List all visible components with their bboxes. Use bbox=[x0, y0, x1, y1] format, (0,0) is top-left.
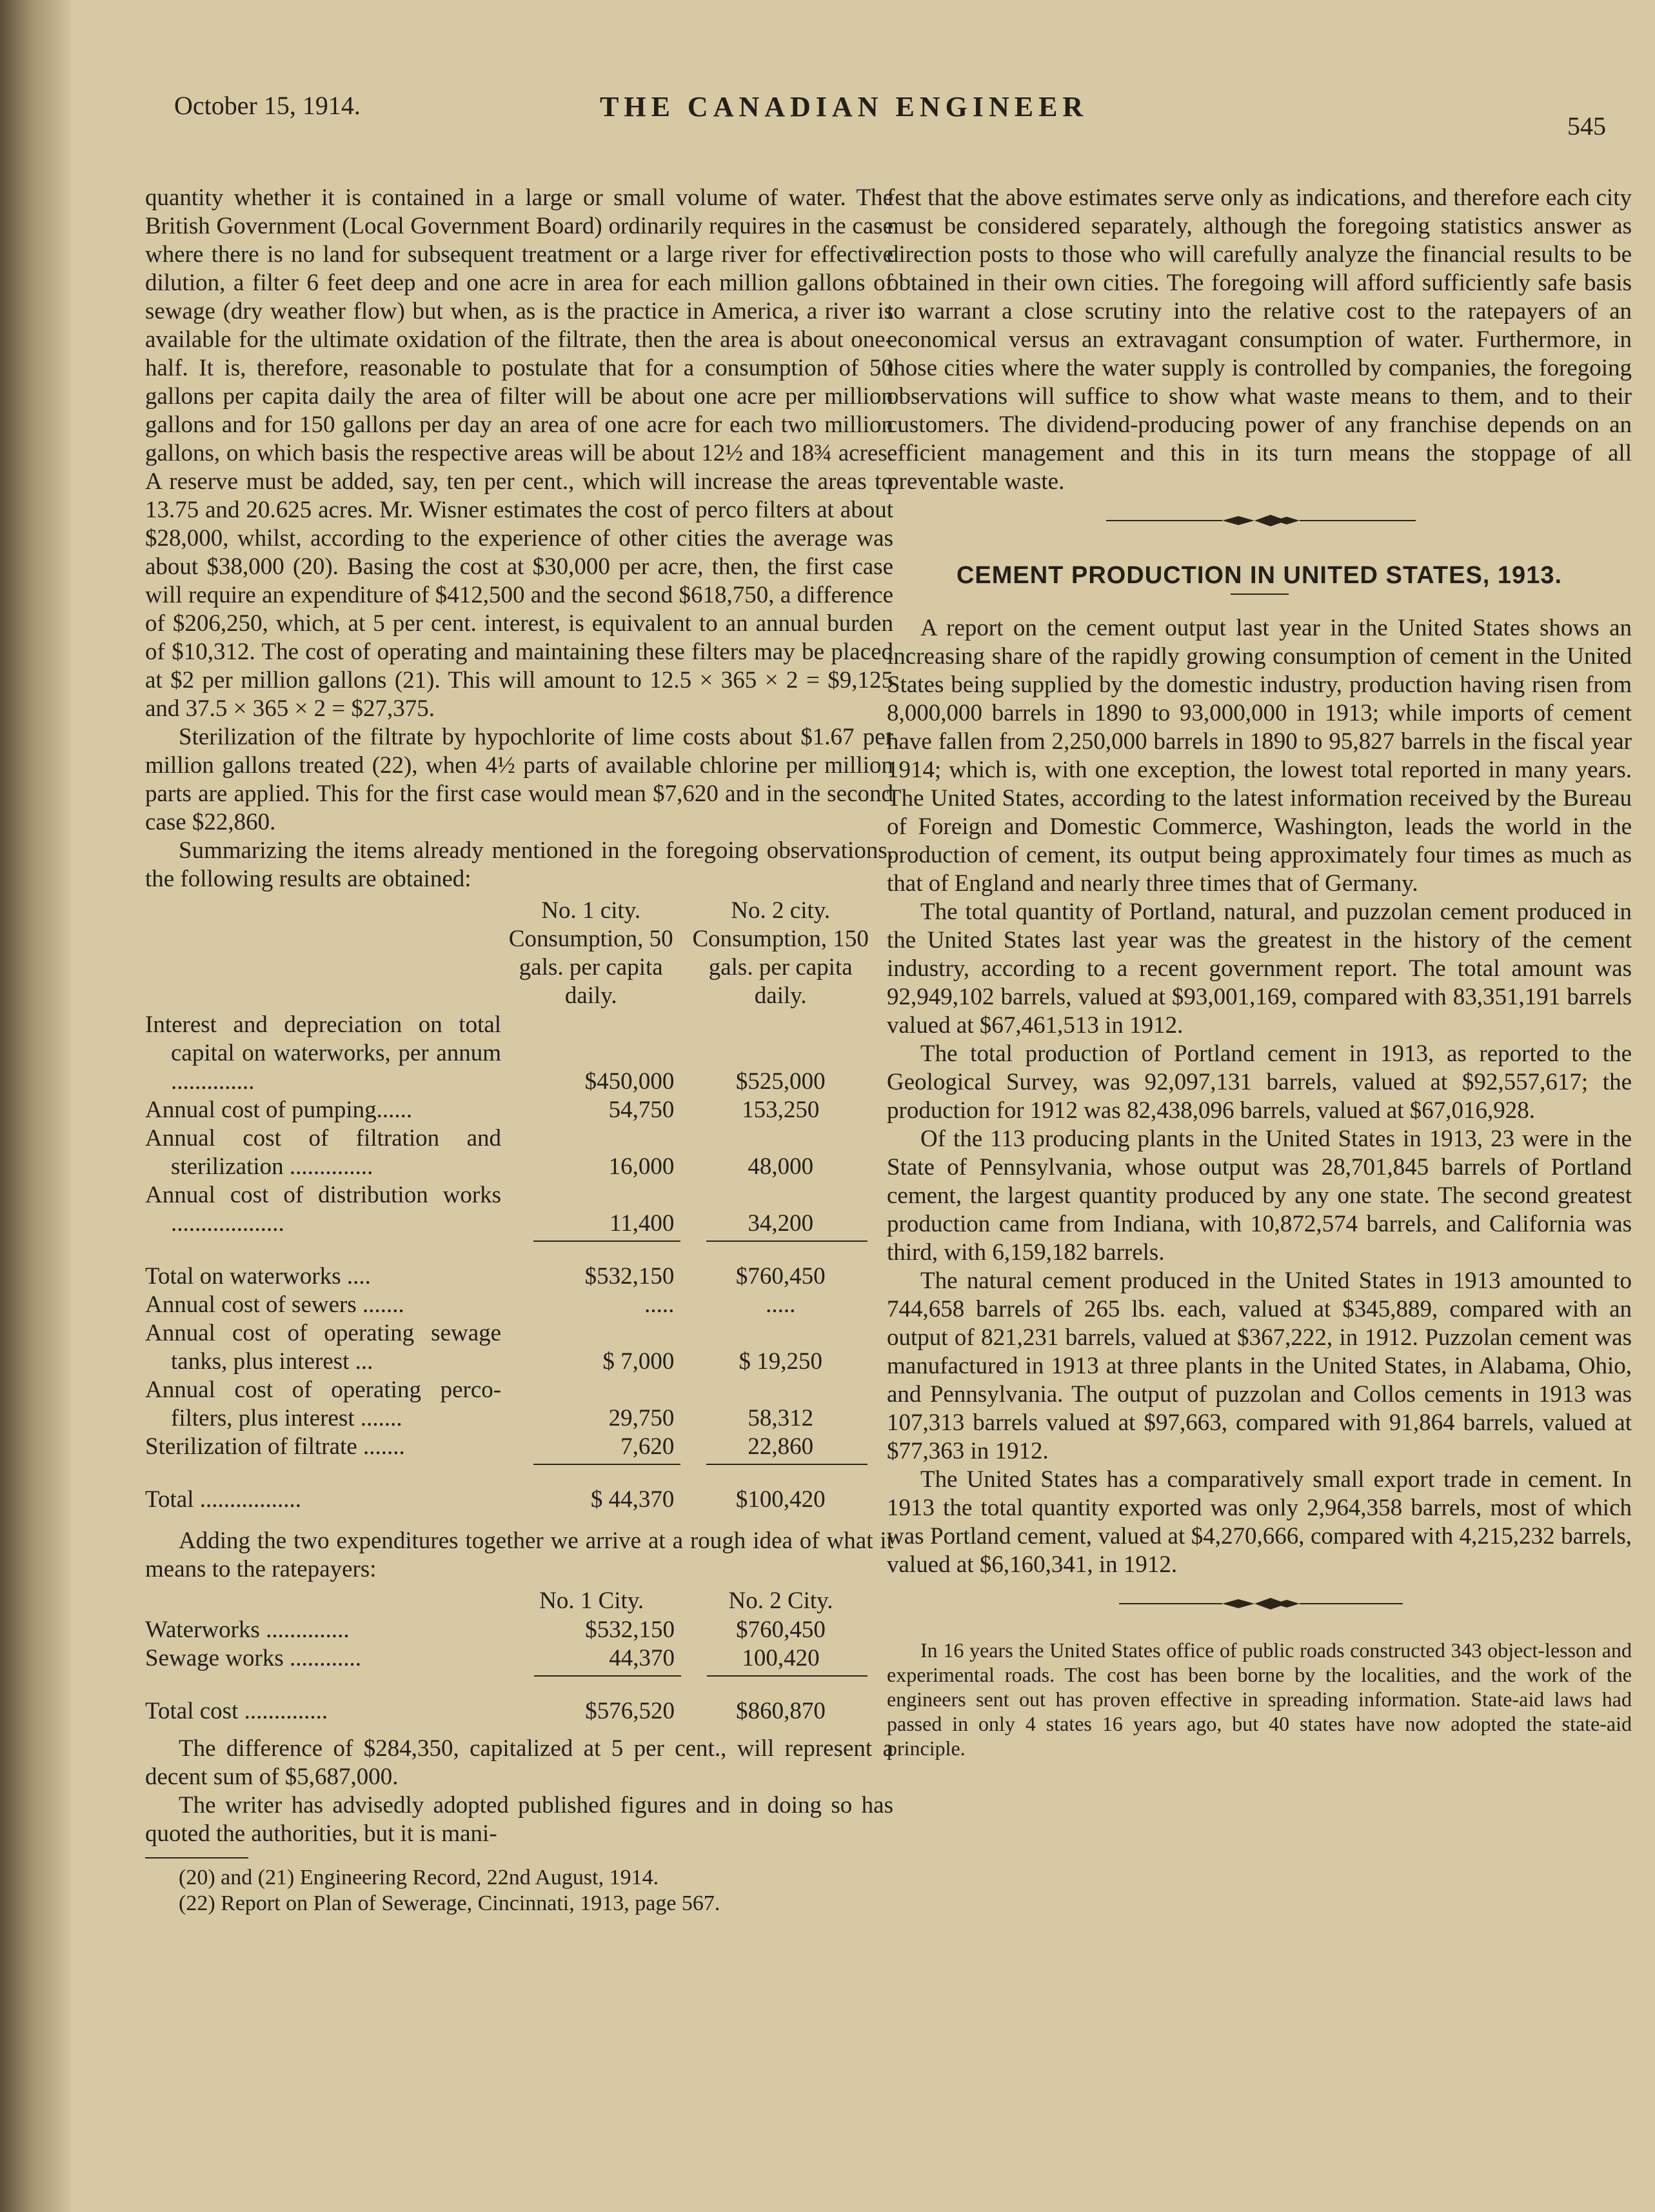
table-row bbox=[145, 1011, 880, 1096]
cell-value: $ 7,000 bbox=[602, 1348, 675, 1375]
paragraph: The United States has a comparatively small export trade in cement. In 1913 the total quantity exported was only 2,964,358 barrels, most of which was Portland cement, valued at $4,270,666, compared with 4,215,232 barrels, valued at $6,160,341, in 1912. bbox=[887, 1466, 1632, 1578]
col-header-city-1: No. 1 city. Consumption, 50 gals. per capita daily. bbox=[508, 897, 673, 1009]
table-row bbox=[145, 1096, 880, 1124]
col-header-city-2: No. 2 city. Consumption, 150 gals. per capita daily. bbox=[692, 897, 869, 1009]
page-number: 545 bbox=[1567, 112, 1606, 141]
rule-row bbox=[145, 1461, 880, 1468]
cell-value: 153,250 bbox=[742, 1097, 820, 1123]
row-label: Annual cost of sewers ....... bbox=[145, 1291, 404, 1318]
paragraph: quantity whether it is contained in a large or small volume of water. The British Government (Local Government Board) ordinarily requires in the case where there is no land for subsequent treatment or a large river for effective dilution, a filter 6 feet deep and one acre in area for each million gallons of sewage (dry weather flow) but when, as is the practice in America, a river is available for the ultimate oxidation of the filtrate, then the area is about one-half. It is, therefore, reasonable to postulate that for a consumption of 50 gallons per capita daily the area of filter will be about one acre per million gallons and for 150 gallons per day an area of one acre for each two million gallons, on which basis the respective areas will be about 12½ and 18¾ acres. A reserve must be added, say, ten per cent., which will increase the areas to 13.75 and 20.625 acres. Mr. Wisner estimates the cost of perco filters at about $28,000, whilst, according to the experience of other cities the average was about $38,000 (20). Basing the cost at $30,000 per acre, then, the first case will require an expenditure of $412,500 and the second $618,750, a difference of $206,250, which, at 5 per cent. interest, is equivalent to an annual burden of $10,312. The cost of operating and maintaining these filters may be placed at $2 per million gallons (21). This will amount to 12.5 × 365 × 2 = $9,125 and 37.5 × 365 × 2 = $27,375. bbox=[145, 184, 893, 722]
cell-value: 22,860 bbox=[748, 1433, 814, 1460]
table-header-row bbox=[145, 1586, 880, 1616]
cell-value: $760,450 bbox=[735, 1263, 826, 1290]
cell-value: $450,000 bbox=[584, 1068, 675, 1095]
paragraph: The writer has advisedly adopted published figures and in doing so has quoted the authorities, but it is mani- bbox=[145, 1792, 893, 1847]
table-row bbox=[145, 1376, 880, 1433]
journal-page bbox=[71, 0, 1655, 2212]
page-gutter-shadow bbox=[0, 0, 71, 2212]
paragraph: The total production of Portland cement in 1913, as reported to the Geological Survey, was 92,097,131 barrels, valued at $92,557,617; the production for 1912 was 82,438,096 barrels, valued at $67,016,928. bbox=[887, 1041, 1632, 1124]
paragraph: Of the 113 producing plants in the United States in 1913, 23 were in the State of Pennsylvania, whose output was 28,701,845 barrels of Portland cement, the largest quantity produced by any one state. The second greatest production came from Indiana, with 10,872,574 barrels, and California was third, with 6,159,182 barrels. bbox=[887, 1126, 1632, 1266]
issue-date: October 15, 1914. bbox=[174, 91, 361, 120]
cell-value: ..... bbox=[766, 1291, 796, 1318]
cell-value: 7,620 bbox=[620, 1433, 675, 1460]
running-head bbox=[174, 90, 1606, 142]
section-ornament bbox=[887, 1591, 1632, 1617]
rule-row bbox=[145, 1673, 880, 1679]
row-label: Waterworks .............. bbox=[145, 1617, 350, 1643]
row-label: Total ................. bbox=[145, 1486, 301, 1513]
footnote: (22) Report on Plan of Sewerage, Cincinnati, 1913, page 567. bbox=[179, 1891, 720, 1915]
paragraph: The difference of $284,350, capitalized at 5 per cent., will represent a decent sum of $5,687,000. bbox=[145, 1735, 893, 1790]
paragraph: The natural cement produced in the United States in 1913 amounted to 744,658 barrels of 265 lbs. each, valued at $345,889, compared with an output of 821,231 barrels, valued at $367,222, in 1912. Puzzolan cement was manufactured in 1913 at three plants in the United States, in Alabama, Ohio, and Pennsylvania. The output of puzzolan and Collos cements in 1913 was 107,313 barrels valued at $97,663, compared with 91,864 barrels, valued at $77,363 in 1912. bbox=[887, 1268, 1632, 1464]
left-column bbox=[145, 184, 893, 1917]
cell-value: $860,870 bbox=[736, 1698, 826, 1724]
total-row bbox=[145, 1679, 880, 1726]
right-column bbox=[887, 184, 1632, 1760]
paragraph: Sterilization of the filtrate by hypochlorite of lime costs about $1.67 per million gallons treated (22), when 4½ parts of available chlorine per million parts are applied. This for the first case would mean $7,620 and in the second case $22,860. bbox=[145, 724, 893, 835]
subtotal-row bbox=[145, 1244, 880, 1291]
cell-value: $525,000 bbox=[735, 1068, 826, 1095]
paragraph: fest that the above estimates serve only as indications, and therefore each city must be considered separately, although the foregoing statistics answer as direction posts to those who will carefully analyze the financial results to be obtained in their own cities. The foregoing will afford sufficiently safe basis to warrant a close scrutiny into the relative cost to the ratepayers of an economical versus an extravagant consumption of water. Furthermore, in those cities where the water supply is controlled by companies, the foregoing observations will suffice to show what waste means to them, and to their customers. The dividend-producing power of any franchise depends on an efficient management and this in its turn means the stoppage of all preventable waste. bbox=[887, 184, 1632, 495]
row-label: Annual cost of operating perco-filters, plus interest ....... bbox=[145, 1377, 502, 1431]
footnote-rule bbox=[145, 1857, 248, 1858]
row-label: Sewage works ............ bbox=[145, 1645, 362, 1671]
cell-value: $576,520 bbox=[585, 1698, 675, 1724]
sum-rule bbox=[533, 1464, 680, 1465]
cell-value: 54,750 bbox=[608, 1097, 675, 1123]
table-header-row bbox=[145, 896, 880, 1011]
journal-title: THE CANADIAN ENGINEER bbox=[600, 91, 1089, 123]
table-row bbox=[145, 1433, 880, 1461]
row-label: Total cost .............. bbox=[145, 1698, 328, 1724]
row-label: Interest and depreciation on total capital on waterworks, per annum .............. bbox=[145, 1011, 502, 1095]
cell-value: 11,400 bbox=[609, 1210, 675, 1237]
section-title: CEMENT PRODUCTION IN UNITED STATES, 1913. bbox=[956, 562, 1563, 589]
roads-note: In 16 years the United States office of public roads constructed 343 object-lesson and experimental roads. The cost has been borne by the localities, and the work of the engineers sent out has proven effective in spreading information. State-aid laws had passed in only 4 states 16 years ago, but 40 states have now adopted the state-aid principle. bbox=[887, 1639, 1632, 1760]
cell-value: 48,000 bbox=[748, 1153, 814, 1180]
cost-summary-table bbox=[145, 896, 880, 1514]
table-row bbox=[145, 1124, 880, 1181]
cell-value: $760,450 bbox=[736, 1617, 826, 1643]
row-label: Annual cost of filtration and sterilization .............. bbox=[145, 1125, 502, 1180]
paragraph: Summarizing the items already mentioned in the foregoing observations, the following results are obtained: bbox=[145, 837, 893, 892]
row-label: Annual cost of distribution works ................... bbox=[145, 1182, 502, 1237]
row-label: Total on waterworks .... bbox=[145, 1263, 371, 1290]
row-label: Sterilization of filtrate ....... bbox=[145, 1433, 405, 1460]
cell-value: 29,750 bbox=[608, 1405, 675, 1431]
paragraph: A report on the cement output last year in the United States shows an increasing share of the rapidly growing consumption of cement in the United States being supplied by the domestic industry, production having risen from 8,000,000 barrels in 1890 to 93,000,000 in 1913; while imports of cement have fallen from 2,250,000 barrels in 1890 to 95,827 barrels in the fiscal year 1914; which is, with one exception, the lowest total reported in many years. The United States, according to the latest information received by the Bureau of Foreign and Domestic Commerce, Washington, leads the world in the production of cement, its output being approximately four times as much as that of England and nearly three times that of Germany. bbox=[887, 615, 1632, 897]
total-cost-table bbox=[145, 1586, 880, 1726]
rule-row bbox=[145, 1238, 880, 1244]
title-rule bbox=[1231, 593, 1289, 595]
paragraph: The total quantity of Portland, natural, and puzzolan cement produced in the United States last year was the greatest in the history of the cement industry, according to a recent government report. The total amount was 92,949,102 barrels, valued at $93,001,169, compared with 83,351,191 barrels valued at $67,461,513 in 1912. bbox=[887, 899, 1632, 1039]
cell-value: 100,420 bbox=[742, 1645, 820, 1671]
cell-value: 44,370 bbox=[609, 1645, 675, 1671]
sum-rule bbox=[533, 1241, 680, 1242]
footnote: (20) and (21) Engineering Record, 22nd August, 1914. bbox=[179, 1866, 659, 1889]
cell-value: $ 19,250 bbox=[738, 1348, 822, 1375]
table-row bbox=[145, 1644, 880, 1673]
col-header-city-2: No. 2 City. bbox=[728, 1588, 833, 1614]
sum-rule bbox=[706, 1241, 867, 1242]
row-label: Annual cost of pumping...... bbox=[145, 1097, 413, 1123]
cell-value: ..... bbox=[644, 1291, 675, 1318]
table-row bbox=[145, 1181, 880, 1238]
section-ornament bbox=[887, 508, 1632, 533]
cell-value: 16,000 bbox=[608, 1153, 675, 1180]
col-header-city-1: No. 1 City. bbox=[539, 1588, 644, 1614]
cell-value: 58,312 bbox=[748, 1405, 814, 1431]
sum-rule bbox=[706, 1464, 867, 1465]
table-row bbox=[145, 1319, 880, 1376]
cell-value: $532,150 bbox=[584, 1263, 675, 1290]
cell-value: $532,150 bbox=[585, 1617, 675, 1643]
sum-rule bbox=[707, 1675, 867, 1677]
table-row bbox=[145, 1616, 880, 1644]
cell-value: $ 44,370 bbox=[590, 1486, 675, 1513]
row-label: Annual cost of operating sewage tanks, plus interest ... bbox=[145, 1320, 502, 1375]
sum-rule bbox=[534, 1675, 681, 1677]
cell-value: $100,420 bbox=[735, 1486, 826, 1513]
cell-value: 34,200 bbox=[748, 1210, 814, 1237]
total-row bbox=[145, 1468, 880, 1514]
table-row bbox=[145, 1291, 880, 1319]
paragraph: Adding the two expenditures together we arrive at a rough idea of what it means to the ratepayers: bbox=[145, 1528, 893, 1582]
